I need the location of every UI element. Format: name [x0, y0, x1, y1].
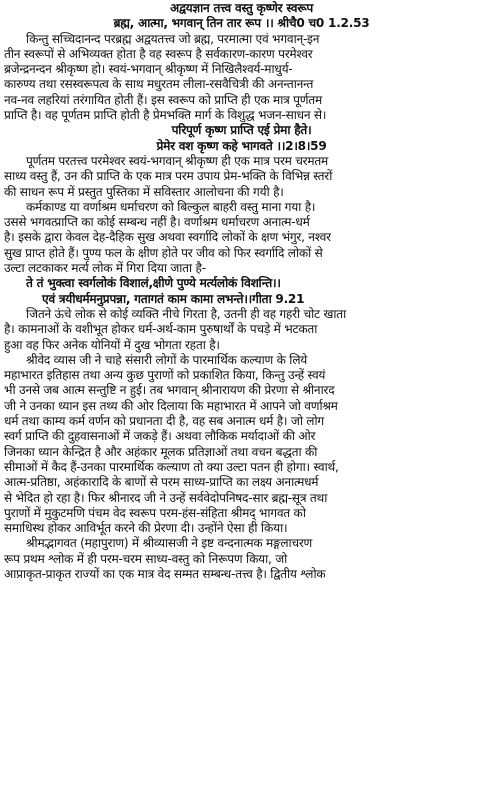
heading-line: अद्वयज्ञान तत्त्व वस्तु कृष्णेर स्वरूप	[169, 1, 314, 15]
text-line: पुराणों में मुकुटमणि पंचम वेद स्वरूप परम-हंस-संहिता श्रीमद् भागवत को	[4, 505, 306, 520]
text-line: उससे भगवत्प्राप्ति का कोई सम्बन्ध नहीं है। वर्णाश्रम धर्माचरण अनात्म-धर्म	[4, 215, 310, 230]
text-line: पूर्णतम परतत्त्व परमेश्वर स्वयं-भगवान् श्रीकृष्ण ही एक मात्र परम चरमतम	[26, 153, 328, 168]
text-line: श्रीमद्भागवत (महापुराण) में श्रीव्यासजी ने इष्ट वन्दनात्मक मङ्गलाचरण	[26, 536, 313, 551]
text-line: जी ने उनका ध्यान इस तथ्य की ओर दिलाया कि महाभारत में आपने जो वर्णाश्रम	[4, 398, 338, 413]
text-line: स्वर्ग प्राप्ति की दुहवासनाओं में जकड़े हैं। अथवा लौकिक मर्यादाओं की ओर	[4, 429, 316, 444]
text-line: हुआ वह फिर अनेक योनियों में दुख भोगता रहता है।	[4, 337, 220, 352]
text-line: तीन स्वरूपों से अभिव्यक्त होता है वह स्वरूप है सर्वकारण-कारण परमेश्वर	[4, 46, 313, 61]
text-line: है। इसके द्वारा केवल देह-दैहिक सुख अथवा स्वर्गादि लोकों के क्षण भंगुर, नश्वर	[4, 230, 331, 245]
text-line: ते तं भुक्त्वा स्वर्गलोकं विशालं,क्षीणे पुण्ये मर्त्यलोकं विशन्ति।।	[26, 276, 281, 291]
text-line: कर्मकाण्ड या वर्णाश्रम धर्माचरण को बिल्कुल बाहरी वस्तु माना गया है।	[26, 199, 316, 214]
text-line: आप्राकृत-प्राकृत राज्यों का एक मात्र वेद सम्मत सम्बन्ध-तत्त्व है। द्वितीय श्लोक	[4, 566, 326, 581]
heading-line: ब्रह्म, आत्मा, भगवान् तिन तार रूप ।। श्रीचै0 च0 1.2.53	[113, 16, 370, 31]
text-line: आत्म-प्रतिष्ठा, अहंकारादि के बाणों से परम साध्य-प्राप्ति का लक्ष्य अनात्मधर्म	[4, 475, 319, 490]
text-line: उल्टा लटकाकर मर्त्य लोक में गिरा दिया जाता है-	[4, 261, 206, 276]
text-line: महाभारत इतिहास तथा अन्य कुछ पुराणों को प्रकाशित किया, किन्तु उन्हें स्वयं	[4, 368, 326, 383]
text-line: जितने ऊंचे लोक से कोई व्यक्ति नीचे गिरता है, उतनी ही वह गहरी चोट खाता	[26, 306, 347, 321]
text-line: की साधन रूप में प्रस्तुत पुस्तिका में सविस्तार आलोचना की गयी है।	[4, 184, 284, 199]
text-line: प्राप्ति है। वह पूर्णतम प्राप्ति होती है प्रेमभक्ति मार्ग के विशुद्ध भजन-साधन से।	[4, 108, 327, 123]
text-line: सीमाओं में कैद हैं-उनका पारमार्थिक कल्याण तो क्या उल्टा पतन ही होगा। स्वार्थ,	[4, 459, 339, 474]
text-line: प्रेमेर वश कृष्ण कहे भागवते ।।2।8।59	[156, 138, 327, 153]
text-line: साध्य वस्तु हैं, उन की प्राप्ति के एक मात्र परम उपाय प्रेम-भक्ति के विभिन्न स्तरों	[4, 169, 333, 184]
text-line: धर्म तथा काम्य कर्म वर्णन को प्रधानता दी है, वह सब अनात्म धर्म है। जो लोग	[4, 414, 324, 429]
text-line: रूप प्रथम श्लोक में ही परम-चरम साध्य-वस्तु को निरूपण किया, जो	[4, 551, 288, 566]
text-line: किन्तु सच्चिदानन्द परब्रह्म अद्वयतत्त्व जो ब्रह्म, परमात्मा एवं भगवान्-इन	[26, 31, 320, 46]
text-line: कारुण्य तथा रसस्वरूपत्व के साथ मधुरतम लीला-रसवैचित्री की अनन्तानन्त	[4, 77, 314, 92]
text-line: सुख प्राप्त होते हैं। पुण्य फल के क्षीण होते पर जीव को फिर स्वर्गादि लोकों से	[4, 245, 323, 260]
text-line: भी उनसे जब आत्म सन्तुष्टि न हुई। तब भगवान् श्रीनारायण की प्रेरणा से श्रीनारद	[4, 383, 335, 398]
text-line: श्रीवेद व्यास जी ने चाहे संसारी लोगों के पारमार्थिक कल्याण के लिये	[26, 352, 308, 367]
text-line: समाधिस्थ होकर आविर्भूत करने की प्रेरणा दी। उन्होंने ऐसा ही किया।	[4, 521, 288, 536]
text-line: परिपूर्ण कृष्ण प्राप्ति एई प्रेमा हैते।	[171, 123, 312, 138]
text-line: एवं त्रयीधर्ममनुप्रपन्ना, गतागतं काम कामा लभन्ते।।गीता 9.21	[42, 291, 305, 306]
text-line: ब्रजेन्द्रनन्दन श्रीकृष्ण हो। स्वयं-भगवान् श्रीकृष्ण में निखिलैश्वर्य-माधुर्य-	[4, 62, 293, 77]
text-line: नव-नव लहरियां तरंगायित होती हैं। इस स्वरूप को प्राप्ति ही एक मात्र पूर्णतम	[4, 92, 322, 107]
text-line: जिनका ध्यान केन्द्रित है और अहंकार मूलक प्रतिज्ञाओं तथा वचन बद्धता की	[4, 444, 318, 459]
text-line: से भेदित हो रहा है। फिर श्रीनारद जी ने उन्हें सर्ववेदोपनिषद-सार ब्रह्म-सूत्र तथा	[4, 490, 328, 505]
text-line: है। कामनाओं के वशीभूत होकर धर्म-अर्थ-काम पुरुषार्थों के पचड़े में भटकता	[4, 322, 318, 337]
